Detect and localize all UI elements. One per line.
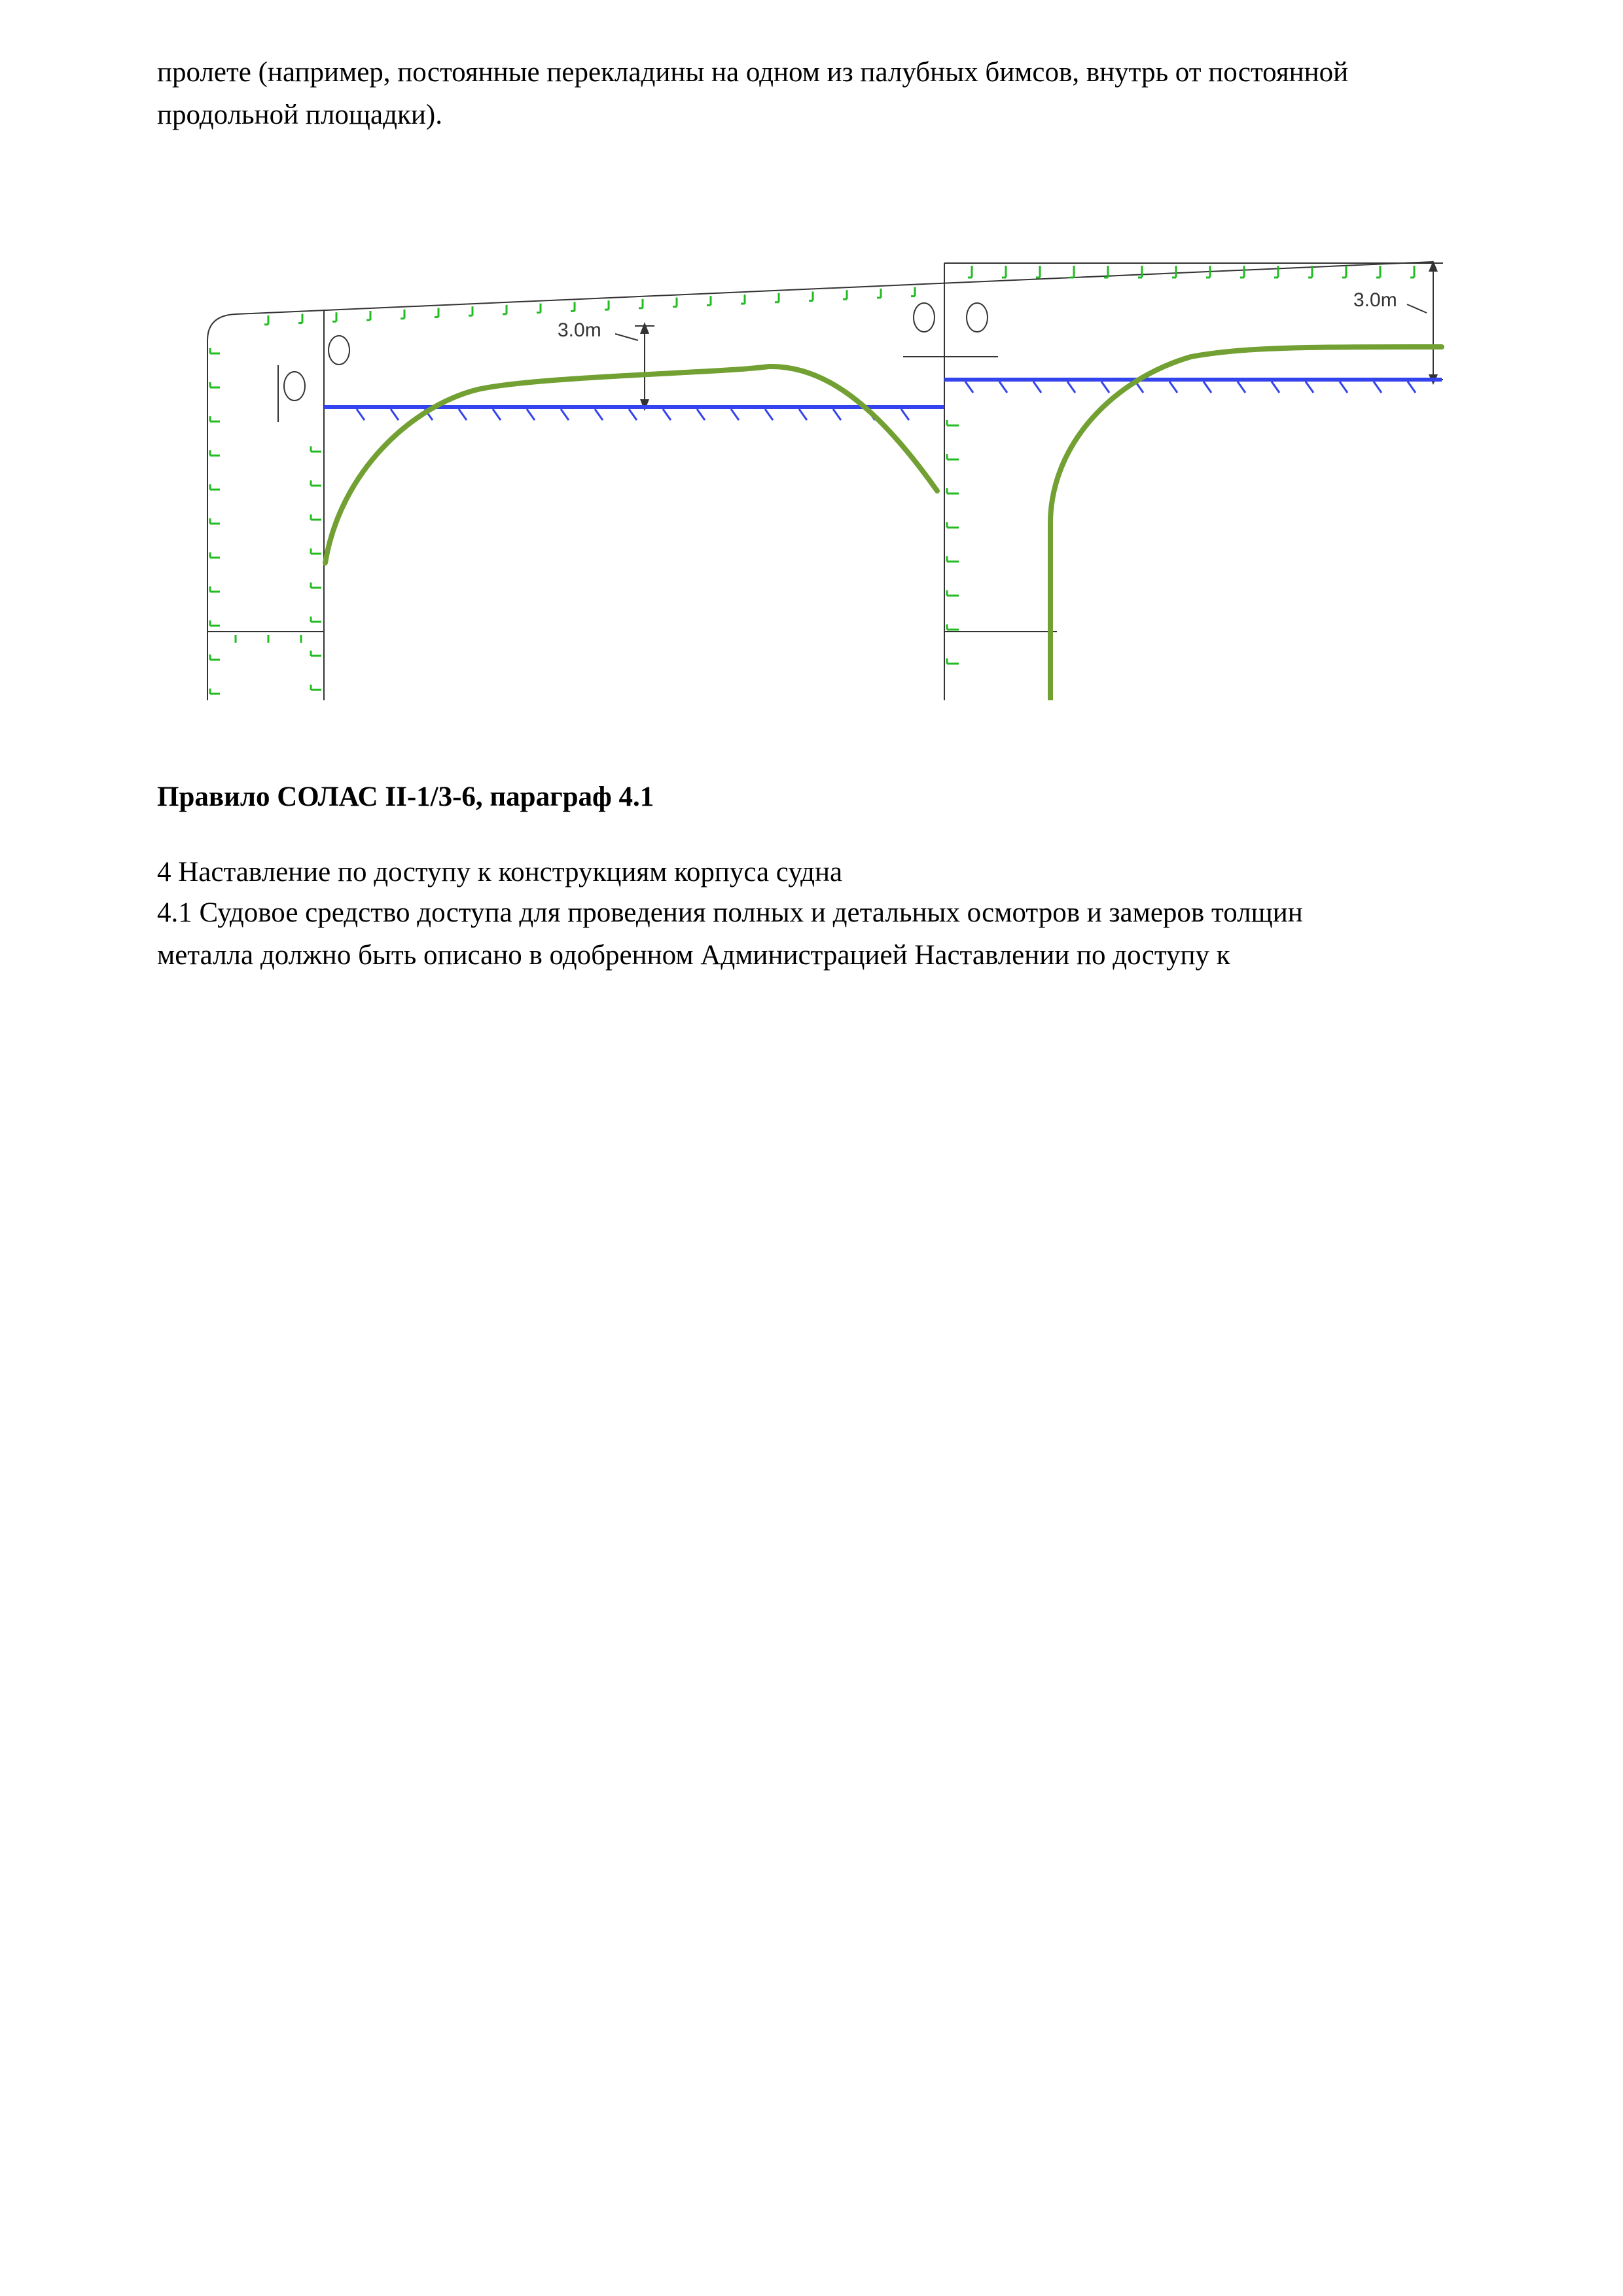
platform-tick <box>1306 382 1313 393</box>
intro-line-1: пролете (например, постоянные перекладины на одном из палубных бимсов, внутрь от постоянной <box>157 57 1349 88</box>
hull-outline <box>207 262 1443 700</box>
access-paths <box>325 347 1442 700</box>
dimension-label-left: 3.0m <box>558 319 601 341</box>
platform-tick <box>459 409 467 420</box>
platform-tick <box>1408 382 1416 393</box>
platform-tick <box>357 409 365 420</box>
platform-tick <box>527 409 535 420</box>
platform-tick <box>901 409 909 420</box>
platform-tick <box>1374 382 1382 393</box>
body-line-1: 4.1 Судовое средство доступа для проведения полных и детальных осмотров и замеров толщин <box>157 897 1303 928</box>
platform-tick <box>493 409 501 420</box>
manhole-left-2 <box>329 336 349 365</box>
platform-tick <box>1033 382 1041 393</box>
platform-tick <box>663 409 671 420</box>
stiffeners <box>210 266 1414 694</box>
platform-tick <box>799 409 807 420</box>
platform-tick <box>629 409 637 420</box>
dimension-label-right: 3.0m <box>1353 289 1397 311</box>
access-path-left <box>325 367 937 563</box>
platform-tick <box>1340 382 1347 393</box>
manhole-mid-1 <box>914 303 935 332</box>
manhole-mid-2 <box>967 303 988 332</box>
platform-tick <box>697 409 705 420</box>
platform-tick <box>595 409 603 420</box>
platform-tick <box>1272 382 1279 393</box>
hull-structure-diagram <box>196 249 1479 700</box>
platform-tick <box>731 409 739 420</box>
deck-and-side-shell <box>207 262 1433 700</box>
section-heading: Правило СОЛАС II-1/3-6, параграф 4.1 <box>157 781 654 812</box>
body-paragraph <box>157 891 1466 977</box>
platform-tick <box>1169 382 1177 393</box>
manhole-left-1 <box>284 372 305 401</box>
platform-tick <box>1101 382 1109 393</box>
platform-tick <box>1238 382 1245 393</box>
section-title: 4 Наставление по доступу к конструкциям корпуса судна <box>157 857 843 888</box>
intro-line-2: продольной площадки). <box>157 99 442 130</box>
platform-tick <box>833 409 841 420</box>
access-path-right <box>1050 347 1442 700</box>
body-line-2: металла должно быть описано в одобренном Администрацией Наставлении по доступу к <box>157 940 1230 971</box>
platform-tick <box>999 382 1007 393</box>
platform-hatching <box>357 382 1416 420</box>
intro-paragraph <box>157 51 1466 136</box>
platform-tick <box>391 409 399 420</box>
platform-tick <box>1067 382 1075 393</box>
platform-tick <box>561 409 569 420</box>
platform-tick <box>965 382 973 393</box>
platform-tick <box>765 409 773 420</box>
platform-tick <box>1204 382 1211 393</box>
